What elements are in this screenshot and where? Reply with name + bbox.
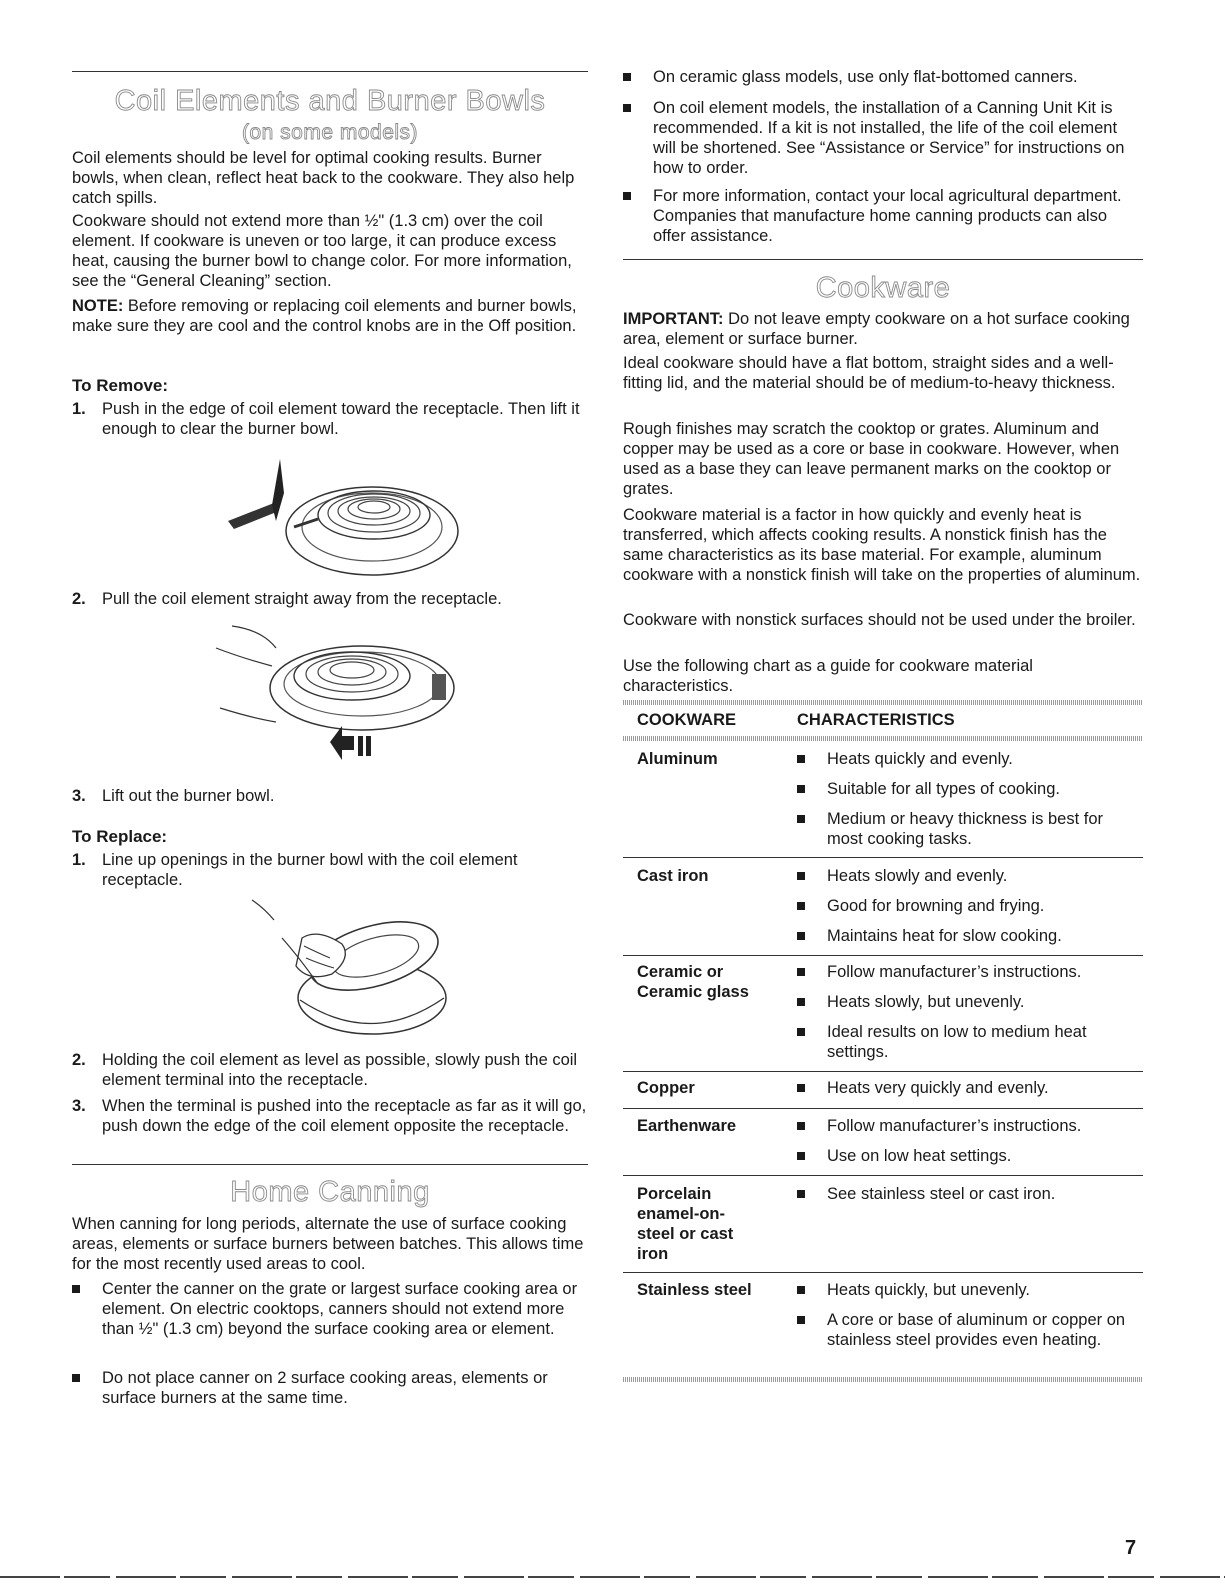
cookware-paragraph-3: Cookware material is a factor in how quickly and evenly heat is transferred, which affects cooking results. A nonstick finish has the same characteristics as its base material. For example, aluminum cookware with a nonstick finish will take on the properties of aluminum. xyxy=(623,506,1141,584)
bullet-square-icon xyxy=(797,815,805,823)
step-number: 2. xyxy=(72,1051,86,1069)
note-label: NOTE: xyxy=(72,297,124,315)
characteristic-text: Maintains heat for slow cooking. xyxy=(827,927,1062,945)
characteristic-text: Follow manufacturer’s instructions. xyxy=(827,963,1082,981)
step-text: Pull the coil element straight away from the receptacle. xyxy=(102,590,502,608)
characteristic-text: Use on low heat settings. xyxy=(827,1147,1012,1165)
footer-line xyxy=(0,1576,1225,1578)
note-text: Before removing or replacing coil elements and burner bowls, make sure they are cool and the control knobs are in the Off position. xyxy=(72,297,577,335)
characteristic-text: Heats quickly and evenly. xyxy=(827,750,1013,768)
bullet-text: For more information, contact your local agricultural department. Companies that manufacture home canning products can also offer assistance. xyxy=(653,187,1122,245)
replace-step-2 xyxy=(72,1050,588,1090)
characteristics-cell xyxy=(797,1184,1143,1214)
section-divider xyxy=(72,71,588,72)
bullet-square-icon xyxy=(797,998,805,1006)
characteristic-text: Suitable for all types of cooking. xyxy=(827,780,1060,798)
bullet-square-icon xyxy=(797,1286,805,1294)
characteristics-cell xyxy=(797,1078,1143,1108)
bullet-square-icon xyxy=(623,192,631,200)
characteristic-item xyxy=(797,896,1143,916)
step-text: Lift out the burner bowl. xyxy=(102,787,275,805)
step-text: Holding the coil element as level as possible, slowly push the coil element terminal into the receptacle. xyxy=(102,1051,578,1089)
material-cell: Ceramic or Ceramic glass xyxy=(637,963,749,1001)
remove-step-3 xyxy=(72,786,588,806)
material-cell: Cast iron xyxy=(637,867,709,885)
row-divider xyxy=(623,857,1143,858)
characteristic-item xyxy=(797,1022,1143,1062)
characteristic-text: Heats very quickly and evenly. xyxy=(827,1079,1049,1097)
characteristic-text: Ideal results on low to medium heat settings. xyxy=(827,1023,1087,1061)
coil-paragraph-1: Coil elements should be level for optimal cooking results. Burner bowls, when clean, reflect heat back to the cookware. They also help catch spills. xyxy=(72,149,575,207)
characteristic-item xyxy=(797,926,1143,946)
step-number: 1. xyxy=(72,400,86,418)
characteristics-cell xyxy=(797,749,1143,859)
step-text: Line up openings in the burner bowl with the coil element receptacle. xyxy=(102,851,518,889)
coil-lift-illustration xyxy=(222,453,462,583)
characteristic-text: Medium or heavy thickness is best for most cooking tasks. xyxy=(827,810,1104,848)
page-number: 7 xyxy=(1125,1537,1137,1559)
replace-step-3 xyxy=(72,1096,588,1136)
characteristic-text: Heats slowly, but unevenly. xyxy=(827,993,1025,1011)
bullet-square-icon xyxy=(797,1152,805,1160)
characteristic-text: See stainless steel or cast iron. xyxy=(827,1185,1056,1203)
characteristic-text: Heats quickly, but unevenly. xyxy=(827,1281,1030,1299)
row-divider xyxy=(623,1071,1143,1072)
coil-pull-illustration xyxy=(212,618,462,773)
cookware-paragraph-4: Cookware with nonstick surfaces should not be used under the broiler. xyxy=(623,611,1136,629)
canning-bullet xyxy=(623,67,1143,87)
table-header-border xyxy=(623,736,1143,741)
cookware-paragraph-2: Rough finishes may scratch the cooktop or grates. Aluminum and copper may be used as a core or base in cookware. However, when used as a base they can leave permanent marks on the cooktop or grates. xyxy=(623,420,1120,498)
replace-heading: To Replace: xyxy=(72,827,168,846)
step-number: 1. xyxy=(72,851,86,869)
canning-section-title: Home Canning xyxy=(230,1176,430,1208)
important-text: Do not leave empty cookware on a hot surface cooking area, element or surface burner. xyxy=(623,310,1130,348)
bullet-square-icon xyxy=(797,932,805,940)
bullet-square-icon xyxy=(797,902,805,910)
table-header-cookware: COOKWARE xyxy=(637,711,736,729)
step-number: 3. xyxy=(72,1097,86,1115)
bullet-square-icon xyxy=(623,73,631,81)
coil-section-subtitle: (on some models) xyxy=(241,121,419,144)
remove-heading: To Remove: xyxy=(72,376,169,395)
characteristic-text: A core or base of aluminum or copper on stainless steel provides even heating. xyxy=(827,1311,1126,1349)
bullet-square-icon xyxy=(797,1122,805,1130)
characteristic-item xyxy=(797,749,1143,769)
characteristic-item xyxy=(797,1146,1143,1166)
canning-bullet xyxy=(623,186,1143,246)
cookware-paragraph-1: Ideal cookware should have a flat bottom, straight sides and a well-fitting lid, and the material should be of medium-to-heavy thickness. xyxy=(623,354,1116,392)
coil-section-title: Coil Elements and Burner Bowls xyxy=(114,85,546,117)
material-cell: Aluminum xyxy=(637,750,718,768)
bullet-square-icon xyxy=(797,968,805,976)
bullet-square-icon xyxy=(797,785,805,793)
characteristic-item xyxy=(797,1078,1143,1098)
canning-bullet xyxy=(72,1279,588,1339)
material-cell: Copper xyxy=(637,1079,695,1097)
material-cell: Porcelain enamel-on-steel or cast iron xyxy=(637,1185,734,1263)
section-divider xyxy=(72,1164,588,1165)
step-text: When the terminal is pushed into the receptacle as far as it will go, push down the edge of the coil element opposite the receptacle. xyxy=(102,1097,587,1135)
characteristics-cell xyxy=(797,962,1143,1072)
remove-step-2 xyxy=(72,589,588,609)
material-cell: Stainless steel xyxy=(637,1281,752,1299)
bullet-square-icon xyxy=(797,872,805,880)
characteristic-item xyxy=(797,809,1143,849)
section-divider xyxy=(623,259,1143,260)
canning-bullet xyxy=(72,1368,588,1408)
characteristics-cell xyxy=(797,1280,1143,1360)
bullet-square-icon xyxy=(623,104,631,112)
characteristic-item xyxy=(797,1310,1143,1350)
row-divider xyxy=(623,1175,1143,1176)
characteristics-cell xyxy=(797,1116,1143,1176)
bullet-square-icon xyxy=(72,1285,80,1293)
bullet-square-icon xyxy=(797,1190,805,1198)
step-number: 2. xyxy=(72,590,86,608)
replace-step-1 xyxy=(72,850,588,890)
bullet-square-icon xyxy=(797,755,805,763)
bullet-text: Do not place canner on 2 surface cooking areas, elements or surface burners at the same time. xyxy=(102,1369,548,1407)
row-divider xyxy=(623,1272,1143,1273)
characteristic-item xyxy=(797,1116,1143,1136)
row-divider xyxy=(623,955,1143,956)
bullet-text: On ceramic glass models, use only flat-bottomed canners. xyxy=(653,68,1078,86)
canning-intro: When canning for long periods, alternate the use of surface cooking areas, elements or surface burners between batches. This allows time for the most recently used areas to cool. xyxy=(72,1215,584,1273)
table-top-border xyxy=(623,700,1143,705)
characteristic-item xyxy=(797,992,1143,1012)
step-text: Push in the edge of coil element toward the receptacle. Then lift it enough to clear the burner bowl. xyxy=(102,400,580,438)
row-divider xyxy=(623,1108,1143,1109)
table-header-characteristics: CHARACTERISTICS xyxy=(797,711,955,729)
bullet-square-icon xyxy=(797,1316,805,1324)
characteristic-text: Heats slowly and evenly. xyxy=(827,867,1008,885)
cookware-section-title: Cookware xyxy=(815,272,951,304)
characteristic-text: Good for browning and frying. xyxy=(827,897,1045,915)
remove-step-1 xyxy=(72,399,588,439)
characteristics-cell xyxy=(797,866,1143,956)
characteristic-text: Follow manufacturer’s instructions. xyxy=(827,1117,1082,1135)
bullet-square-icon xyxy=(797,1084,805,1092)
cookware-important xyxy=(623,309,1143,349)
characteristic-item xyxy=(797,866,1143,886)
bullet-text: On coil element models, the installation of a Canning Unit Kit is recommended. If a kit is not installed, the life of the coil element will be shortened. See “Assistance or Service” for instructions on how to order. xyxy=(653,99,1125,177)
bullet-square-icon xyxy=(797,1028,805,1036)
material-cell: Earthenware xyxy=(637,1117,737,1135)
important-label: IMPORTANT: xyxy=(623,310,724,328)
characteristic-item xyxy=(797,1280,1143,1300)
cookware-paragraph-5: Use the following chart as a guide for cookware material characteristics. xyxy=(623,657,1033,695)
coil-paragraph-2: Cookware should not extend more than ½" (1.3 cm) over the coil element. If cookware is uneven or too large, it can produce excess heat, causing the burner bowl to change color. For more information, see the “General Cleaning” section. xyxy=(72,212,572,290)
canning-bullet xyxy=(623,98,1143,178)
step-number: 3. xyxy=(72,787,86,805)
table-bottom-border xyxy=(623,1377,1143,1382)
characteristic-item xyxy=(797,962,1143,982)
characteristic-item xyxy=(797,779,1143,799)
bullet-square-icon xyxy=(72,1374,80,1382)
characteristic-item xyxy=(797,1184,1143,1204)
bullet-text: Center the canner on the grate or largest surface cooking area or element. On electric cooktops, canners should not extend more than ½" (1.3 cm) beyond the surface cooking area or element. xyxy=(102,1280,578,1338)
coil-note xyxy=(72,296,588,336)
burner-bowl-illustration xyxy=(222,898,452,1043)
